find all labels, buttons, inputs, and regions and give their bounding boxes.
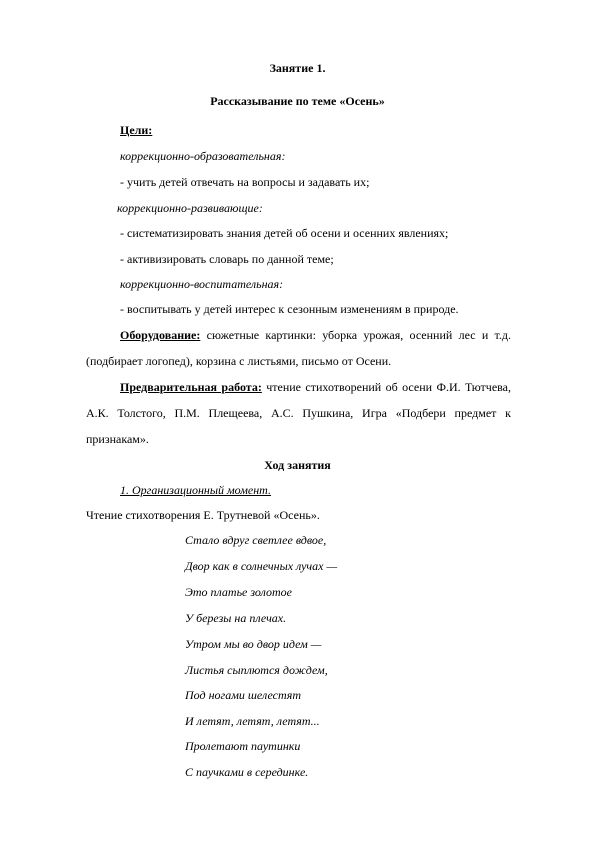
preliminary-label: Предварительная работа: [120,380,262,394]
goals-heading: Цели: [120,123,153,137]
poem-line: Под ногами шелестят [185,688,302,702]
poem-line: Стало вдруг светлее вдвое, [185,533,327,547]
goal-category-upbringing: коррекционно-воспитательная: [120,277,284,291]
poem-line: Утром мы во двор идем — [185,637,322,651]
poem-line: Двор как в солнечных лучах — [185,559,338,573]
poem-line: И летят, летят, летят... [185,714,320,728]
goal-category-educational: коррекционно-образовательная: [120,149,286,163]
goal-category-developing: коррекционно-развивающие: [117,201,263,215]
poem-line: С паучками в серединке. [185,765,309,779]
course-heading: Ход занятия [264,458,331,472]
goal-item: - активизировать словарь по данной теме; [120,252,334,266]
poem-line: У березы на плечах. [185,611,287,625]
lesson-topic: Рассказывание по теме «Осень» [210,94,385,108]
step-heading: 1. Организационный момент. [120,483,271,497]
equipment-text: сюжетные картинки: уборка урожая, осенний лес и т.д. (подбирает логопед), корзина с листьями, письмо от Осени. [86,328,511,368]
goal-item: - воспитывать у детей интерес к сезонным изменениям в природе. [120,302,459,316]
goal-item: - систематизировать знания детей об осени и осенних явлениях; [120,226,449,240]
poem-line: Пролетают паутинки [185,739,301,753]
equipment-paragraph [86,322,511,374]
preliminary-text: чтение стихотворений об осени Ф.И. Тютчева, А.К. Толстого, П.М. Плещеева, А.С. Пушкина, Игра «Подбери предмет к признакам». [86,380,511,446]
poem-line: Листья сыплются дождем, [185,663,328,677]
lesson-title: Занятие 1. [269,61,326,75]
reading-line: Чтение стихотворения Е. Трутневой «Осень». [86,508,320,522]
poem-line: Это платье золотое [185,585,292,599]
preliminary-paragraph [86,374,511,452]
equipment-label: Оборудование: [120,328,201,342]
goal-item: - учить детей отвечать на вопросы и задавать их; [120,175,370,189]
